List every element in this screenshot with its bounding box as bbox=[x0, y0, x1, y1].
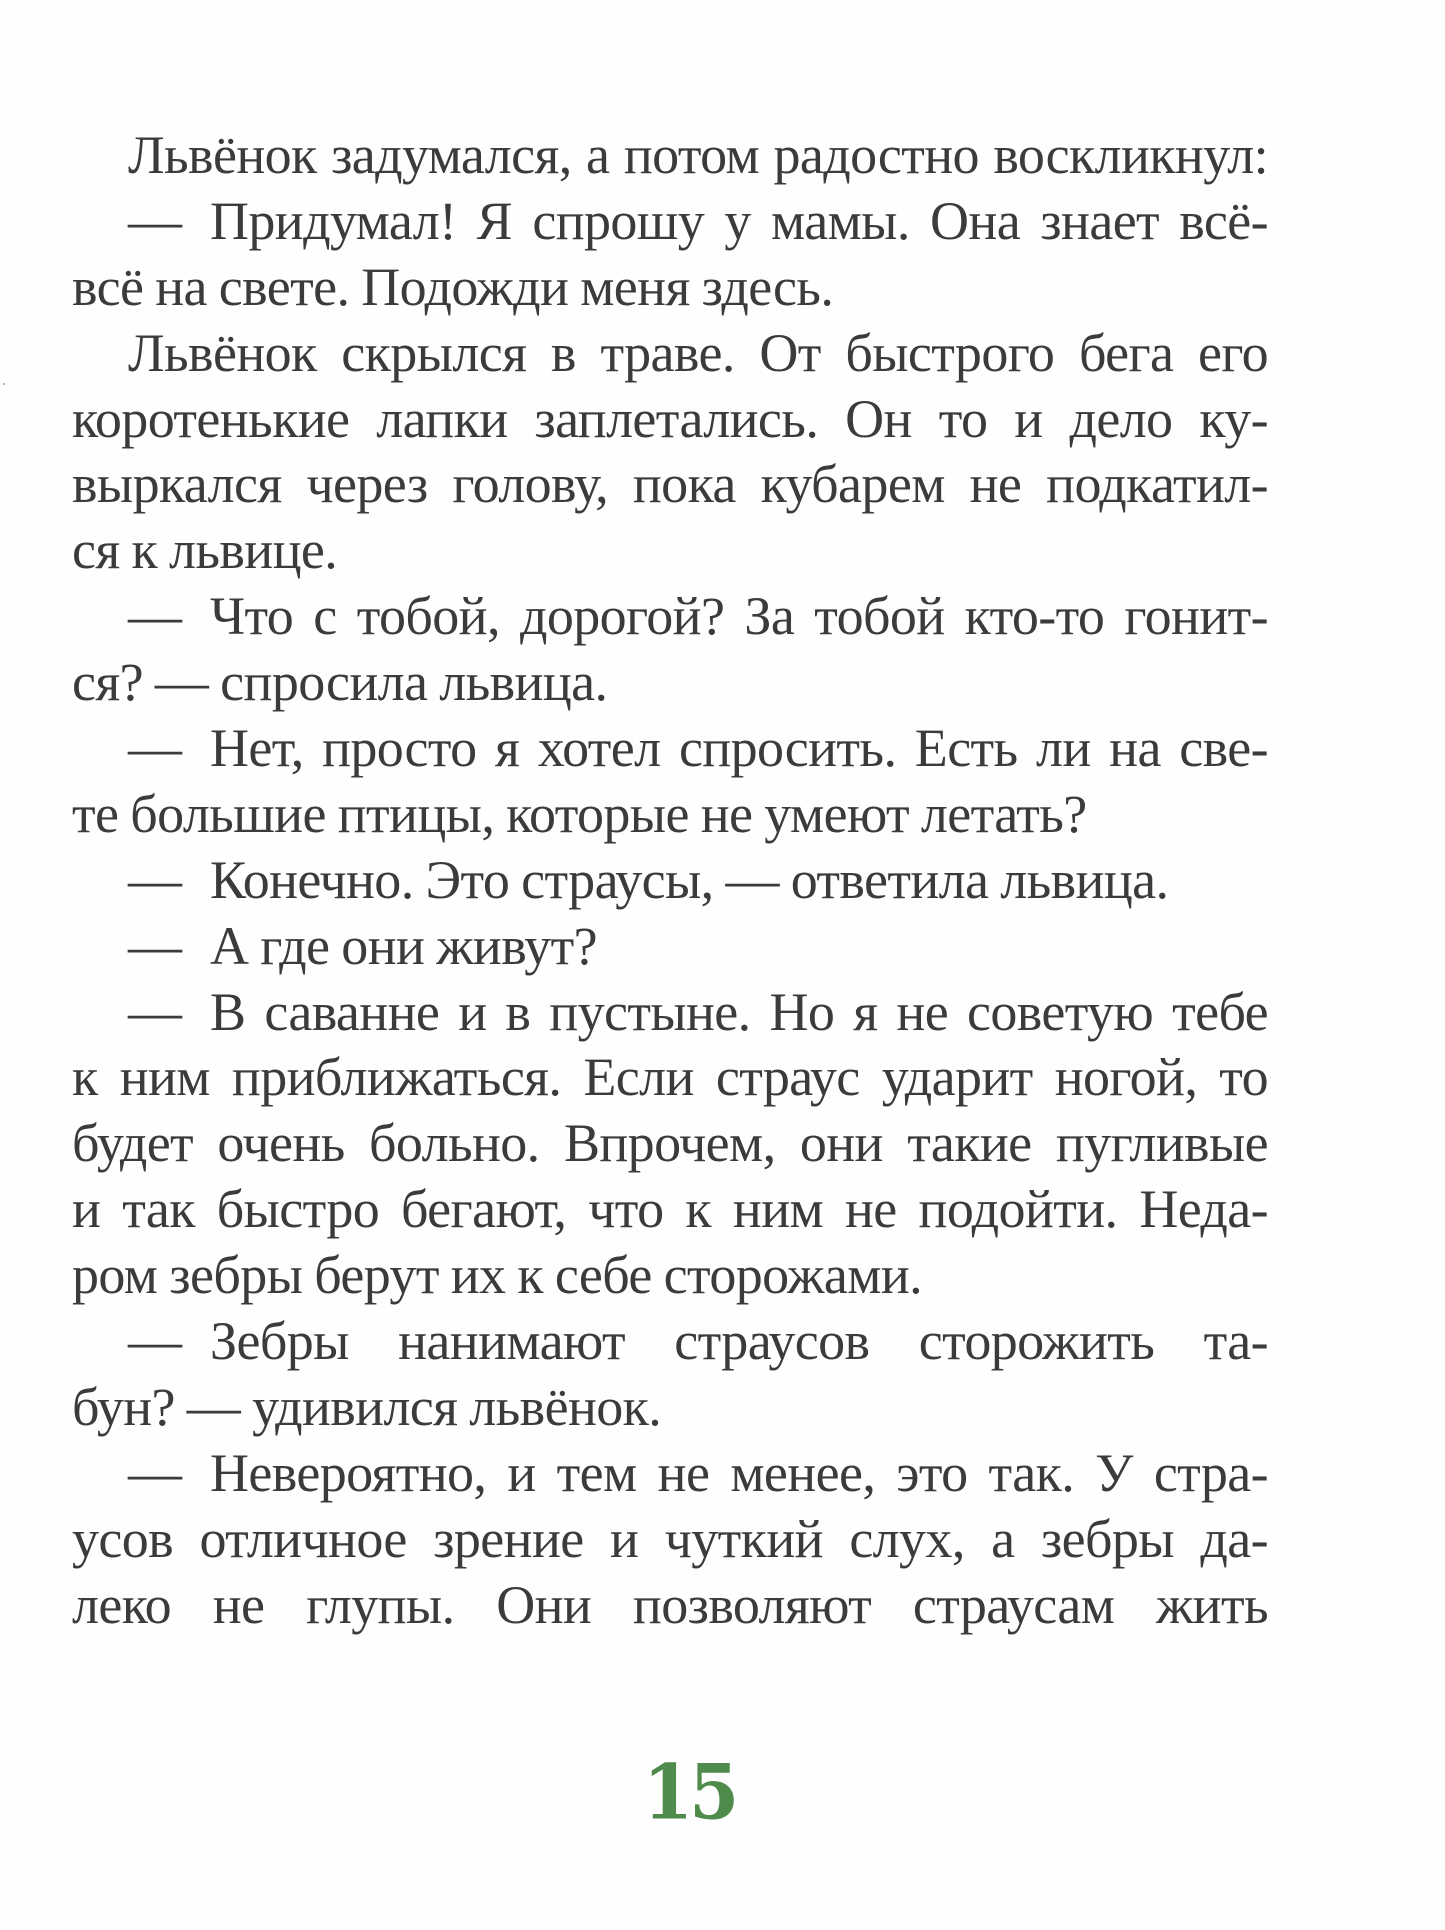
line-text: усов отличное зрение и чуткий слух, а зебры да- bbox=[72, 1508, 1268, 1569]
text-line bbox=[72, 848, 1268, 914]
text-line bbox=[72, 123, 1268, 189]
scan-speck bbox=[3, 383, 5, 385]
text-line bbox=[72, 1177, 1268, 1243]
text-line bbox=[72, 1375, 1268, 1441]
text-line bbox=[72, 387, 1268, 453]
line-text: В саванне и в пустыне. Но я не советую тебе bbox=[210, 981, 1268, 1042]
line-text: Львёнок задумался, а потом радостно воскликнул: bbox=[128, 125, 1268, 185]
line-text: ром зебры берут их к себе сторожами. bbox=[72, 1245, 923, 1306]
line-text: к ним приближаться. Если страус ударит ногой, то bbox=[72, 1047, 1268, 1108]
dialogue-dash: — bbox=[128, 718, 182, 779]
line-text: всё на свете. Подожди меня здесь. bbox=[72, 256, 834, 317]
line-text: леко не глупы. Они позволяют страусам жить bbox=[72, 1574, 1268, 1635]
line-text: Нет, просто я хотел спросить. Есть ли на све- bbox=[210, 718, 1268, 779]
page-number: 15 bbox=[643, 1746, 736, 1837]
text-line bbox=[72, 321, 1268, 387]
line-text: ся? — спросила львица. bbox=[72, 652, 608, 713]
line-text: Зебры нанимают страусов сторожить та- bbox=[210, 1311, 1268, 1372]
text-line bbox=[72, 980, 1268, 1046]
line-text: Что с тобой, дорогой? За тобой кто-то гонит- bbox=[210, 586, 1268, 647]
text-line bbox=[72, 255, 1268, 321]
line-text: и так быстро бегают, что к ним не подойти. Неда- bbox=[72, 1179, 1268, 1240]
text-line bbox=[72, 650, 1268, 716]
line-text: Конечно. Это страусы, — ответила львица. bbox=[210, 849, 1169, 910]
text-line bbox=[72, 518, 1268, 584]
text-line bbox=[72, 1507, 1268, 1573]
text-line bbox=[72, 1243, 1268, 1309]
line-text: А где они живут? bbox=[210, 915, 598, 976]
line-text: будет очень больно. Впрочем, они такие пугливые bbox=[72, 1113, 1268, 1174]
text-line bbox=[72, 914, 1268, 980]
text-line bbox=[72, 189, 1268, 255]
text-line bbox=[72, 1441, 1268, 1507]
line-text: Придумал! Я спрошу у мамы. Она знает всё- bbox=[210, 190, 1268, 251]
dialogue-dash: — bbox=[128, 1311, 182, 1372]
line-text: выркался через голову, пока кубарем не подкатил- bbox=[72, 454, 1268, 515]
dialogue-dash: — bbox=[128, 981, 182, 1042]
line-text: Невероятно, и тем не менее, это так. У стра- bbox=[210, 1442, 1268, 1503]
dialogue-dash: — bbox=[128, 915, 182, 976]
text-line bbox=[72, 1309, 1268, 1375]
line-text: те большие птицы, которые не умеют летать? bbox=[72, 783, 1087, 844]
page-body-text bbox=[72, 123, 1268, 1638]
line-text: коротенькие лапки заплетались. Он то и дело ку- bbox=[72, 388, 1268, 449]
dialogue-dash: — bbox=[128, 1442, 182, 1503]
line-text: ся к львице. bbox=[72, 520, 338, 581]
text-line bbox=[72, 452, 1268, 518]
dialogue-dash: — bbox=[128, 586, 182, 647]
text-line bbox=[72, 584, 1268, 650]
text-line bbox=[72, 1045, 1268, 1111]
text-line bbox=[72, 782, 1268, 848]
dialogue-dash: — bbox=[128, 190, 182, 251]
text-line bbox=[72, 1573, 1268, 1639]
dialogue-dash: — bbox=[128, 849, 182, 910]
text-line bbox=[72, 1111, 1268, 1177]
line-text: Львёнок скрылся в траве. От быстрого бега его bbox=[128, 322, 1268, 383]
text-line bbox=[72, 716, 1268, 782]
line-text: бун? — удивился львёнок. bbox=[72, 1376, 662, 1437]
